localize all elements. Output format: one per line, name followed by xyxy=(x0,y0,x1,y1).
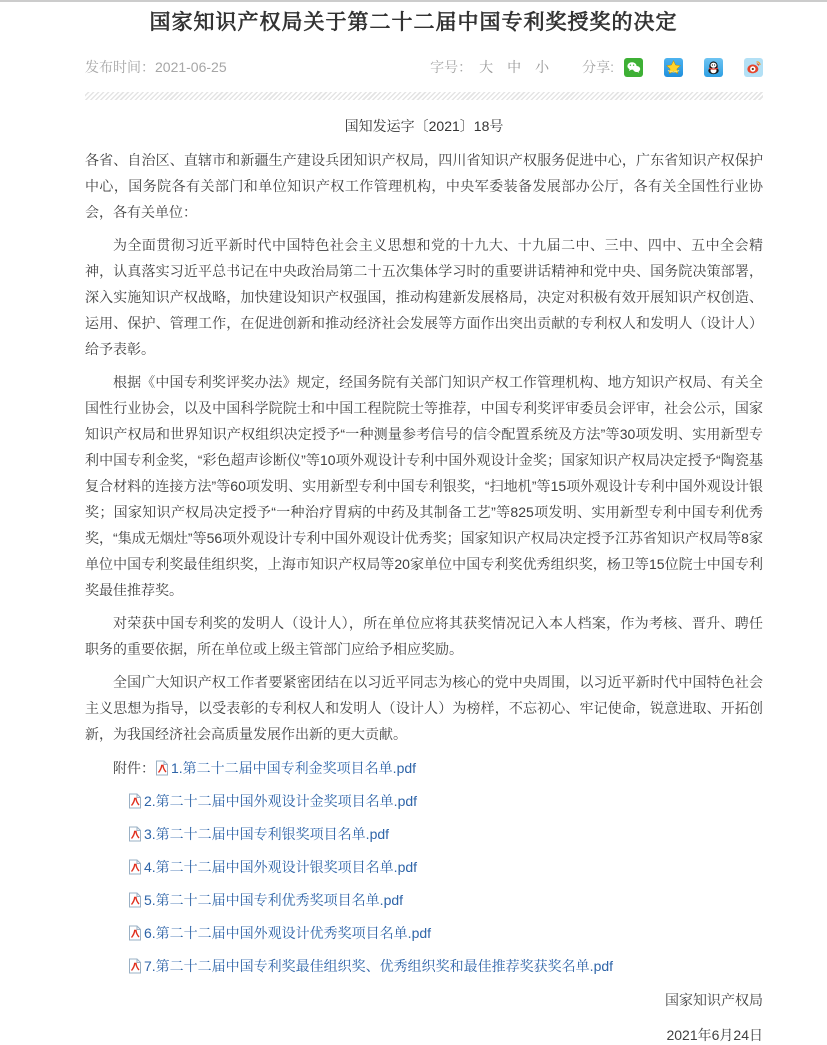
signature-block xyxy=(85,990,763,1045)
weibo-share-icon[interactable] xyxy=(744,58,763,77)
paragraph-awards: 根据《中国专利奖评奖办法》规定，经国务院有关部门知识产权工作管理机构、地方知识产权局、有关全国性行业协会，以及中国科学院院士和中国工程院院士等推荐，中国专利奖评审委员会评审，社会公示，国家知识产权局和世界知识产权组织决定授予“一种测量参考信号的信令配置系统及方法”等30项发明、实用新型专利中国专利金奖，“彩色超声诊断仪”等10项外观设计专利中国外观设计金奖；国家知识产权局决定授予“陶瓷基复合材料的连接方法”等60项发明、实用新型专利中国专利银奖，“扫地机”等15项外观设计专利中国外观设计银奖；国家知识产权局决定授予“一种治疗胃病的中药及其制备工艺”等825项发明、实用新型专利中国专利优秀奖，“集成无烟灶”等56项外观设计专利中国外观设计优秀奖；国家知识产权局决定授予江苏省知识产权局等8家单位中国专利奖最佳组织奖，上海市知识产权局等20家单位中国专利奖优秀组织奖，杨卫等15位院士中国专利奖最佳推荐奖。 xyxy=(85,374,763,598)
attachment-row xyxy=(85,758,763,778)
pdf-file-icon xyxy=(128,826,142,842)
attachment-row xyxy=(128,923,763,943)
attachment-link-4[interactable]: 4.第二十二届中国外观设计银奖项目名单.pdf xyxy=(144,859,418,875)
attachment-link-2[interactable]: 2.第二十二届中国外观设计金奖项目名单.pdf xyxy=(144,793,418,809)
signature-date: 2021年6月24日 xyxy=(666,1027,763,1043)
attachment-row xyxy=(128,791,763,811)
paragraph-preamble: 为全面贯彻习近平新时代中国特色社会主义思想和党的十九大、十九届二中、三中、四中、五中全会精神，认真落实习近平总书记在中央政治局第二十五次集体学习时的重要讲话精神和党中央、国务院决策部署，深入实施知识产权战略，加快建设知识产权强国，推动构建新发展格局，决定对积极有效开展知识产权创造、运用、保护、管理工作，在促进创新和推动经济社会发展等方面作出突出贡献的专利权人和发明人（设计人）给予表彰。 xyxy=(85,237,763,357)
attachment-link-5[interactable]: 5.第二十二届中国专利优秀奖项目名单.pdf xyxy=(144,892,404,908)
share-label: 分享: xyxy=(582,59,614,75)
attachment-link-3[interactable]: 3.第二十二届中国专利银奖项目名单.pdf xyxy=(144,826,390,842)
content-area xyxy=(85,56,763,1045)
pdf-file-icon xyxy=(128,925,142,941)
paragraph-records: 对荣获中国专利奖的发明人（设计人），所在单位应将其获奖情况记入本人档案，作为考核、晋升、聘任职务的重要依据，所在单位或上级主管部门应给予相应奖励。 xyxy=(85,615,763,657)
paragraph-closing: 全国广大知识产权工作者要紧密团结在以习近平同志为核心的党中央周围，以习近平新时代中国特色社会主义思想为指导，以受表彰的专利权人和发明人（设计人）为榜样，不忘初心、牢记使命，锐意进取、开拓创新，为我国经济社会高质量发展作出新的更大贡献。 xyxy=(85,674,763,742)
pdf-file-icon xyxy=(155,760,169,776)
pdf-file-icon xyxy=(128,958,142,974)
qzone-share-icon[interactable] xyxy=(664,58,683,77)
doc-number: 国知发运字〔2021〕18号 xyxy=(344,118,504,134)
attachments-label: 附件： xyxy=(113,760,155,776)
attachment-row xyxy=(128,956,763,976)
attachment-link-7[interactable]: 7.第二十二届中国专利奖最佳组织奖、优秀组织奖和最佳推荐奖获奖名单.pdf xyxy=(144,958,614,974)
meta-right-group xyxy=(430,57,763,77)
page-top-border xyxy=(0,0,827,2)
page-title: 国家知识产权局关于第二十二届中国专利奖授奖的决定 xyxy=(149,11,678,34)
attachment-row xyxy=(128,824,763,844)
paragraph-addressees: 各省、自治区、直辖市和新疆生产建设兵团知识产权局，四川省知识产权服务促进中心，广东省知识产权保护中心，国务院各有关部门和单位知识产权工作管理机构，中央军委装备发展部办公厅，各有关全国性行业协会，各有关单位： xyxy=(85,152,763,220)
qq-share-icon[interactable] xyxy=(704,58,723,77)
attachment-row xyxy=(128,890,763,910)
font-size-small-button[interactable]: 小 xyxy=(535,59,550,75)
attachment-link-6[interactable]: 6.第二十二届中国外观设计优秀奖项目名单.pdf xyxy=(144,925,432,941)
signature-org: 国家知识产权局 xyxy=(665,992,763,1008)
meta-row xyxy=(85,56,763,78)
wechat-share-icon[interactable] xyxy=(624,58,643,77)
attachment-link-1[interactable]: 1.第二十二届中国专利金奖项目名单.pdf xyxy=(171,760,417,776)
publish-time: 发布时间：2021-06-25 xyxy=(85,59,227,75)
font-size-label: 字号： xyxy=(430,59,473,75)
pdf-file-icon xyxy=(128,892,142,908)
pdf-file-icon xyxy=(128,793,142,809)
pdf-file-icon xyxy=(128,859,142,875)
attachment-row xyxy=(128,857,763,877)
attachments-section xyxy=(85,758,763,976)
font-size-medium-button[interactable]: 中 xyxy=(507,59,522,75)
font-size-large-button[interactable]: 大 xyxy=(479,59,494,75)
hatched-divider xyxy=(85,92,763,100)
